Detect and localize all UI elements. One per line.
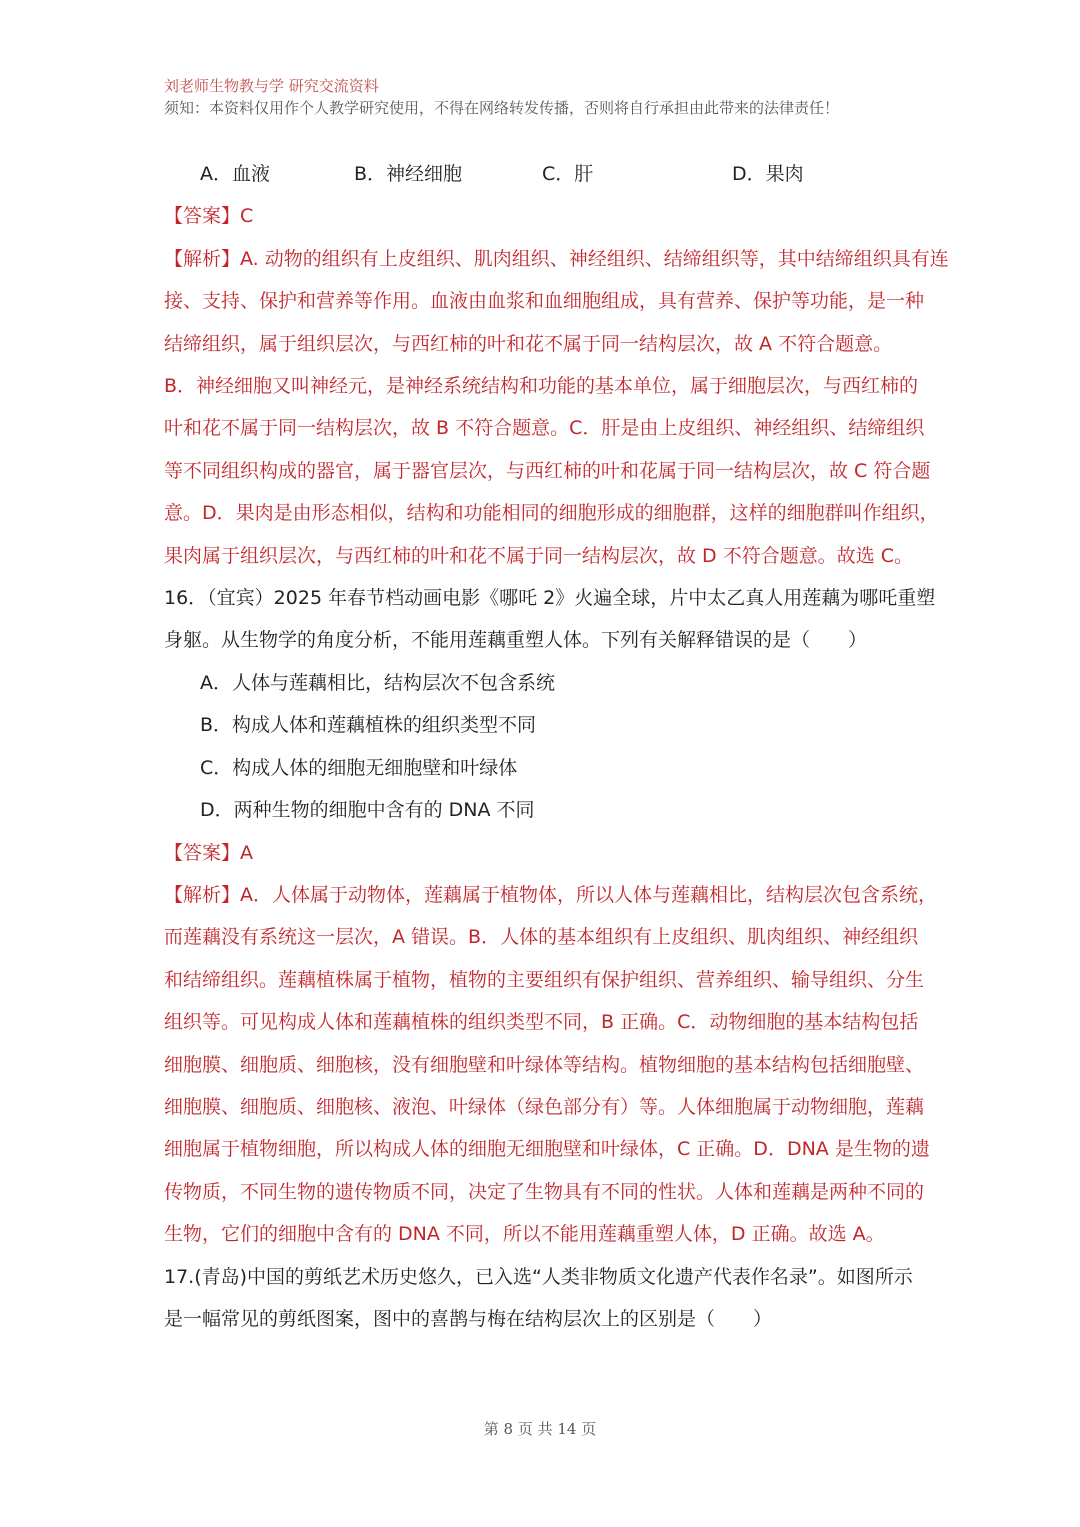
q16-option-d: D．两种生物的细胞中含有的 DNA 不同 [200,799,535,822]
q16-option-c: C．构成人体的细胞无细胞壁和叶绿体 [200,756,518,779]
q15-analysis-line: 接、支持、保护和营养等作用。血液由血浆和血细胞组成，具有营养、保护等功能，是一种 [164,290,925,313]
q16-stem-line: 身躯。从生物学的角度分析，不能用莲藕重塑人体。下列有关解释错误的是（ ） [164,629,868,652]
q15-analysis-line: 叶和花不属于同一结构层次，故 B 不符合题意。C．肝是由上皮组织、神经组织、结缔组织 [164,417,925,440]
q15-option-d: D．果肉 [732,163,804,185]
q16-option-b: B．构成人体和莲藕植株的组织类型不同 [200,714,537,737]
document-body [164,153,949,1340]
q15-analysis-line: B．神经细胞又叫神经元，是神经系统结构和功能的基本单位，属于细胞层次，与西红柿的 [164,375,919,398]
q15-analysis-line: 【解析】A. 动物的组织有上皮组织、肌肉组织、神经组织、结缔组织等，其中结缔组织具有连 [164,247,949,270]
header-title: 刘老师生物教与学 研究交流资料 [164,77,379,95]
q15-options [164,153,924,195]
q15-analysis-line: 等不同组织构成的器官，属于器官层次，与西红柿的叶和花属于同一结构层次，故 C 符合题 [164,459,931,482]
q16-analysis-line: 【解析】A．人体属于动物体，莲藕属于植物体，所以人体与莲藕相比，结构层次包含系统， [164,883,937,906]
q15-analysis-line: 意。D．果肉是由形态相似，结构和功能相同的细胞形成的细胞群，这样的细胞群叫作组织， [164,502,939,525]
q16-stem-line: 16．（宜宾）2025 年春节档动画电影《哪吒 2》火遍全球，片中太乙真人用莲藕为哪吒重塑 [164,587,936,610]
q16-analysis-line: 细胞膜、细胞质、细胞核，没有细胞壁和叶绿体等结构。植物细胞的基本结构包括细胞壁、 [164,1053,925,1076]
q15-analysis-line: 果肉属于组织层次，与西红柿的叶和花不属于同一结构层次，故 D 不符合题意。故选 C。 [164,544,914,567]
q16-analysis-line: 组织等。可见构成人体和莲藕植株的组织类型不同，B 正确。C．动物细胞的基本结构包括 [164,1011,919,1034]
q16-analysis-line: 而莲藕没有系统这一层次，A 错误。B．人体的基本组织有上皮组织、肌肉组织、神经组织 [164,926,919,949]
q15-answer: 【答案】C [164,205,254,228]
q17-stem-line: 是一幅常见的剪纸图案，图中的喜鹊与梅在结构层次上的区别是（ ） [164,1307,773,1330]
q16-option-a: A．人体与莲藕相比，结构层次不包含系统 [200,671,555,694]
q15-analysis-line: 结缔组织，属于组织层次，与西红柿的叶和花不属于同一结构层次，故 A 不符合题意。 [164,332,893,355]
header-notice: 须知：本资料仅用作个人教学研究使用，不得在网络转发传播，否则将自行承担由此带来的法律责任！ [164,99,840,117]
q15-option-c: C．肝 [542,163,594,185]
q17-stem-line: 17.(青岛)中国的剪纸艺术历史悠久，已入选“人类非物质文化遗产代表作名录”。如图所示 [164,1265,913,1288]
q16-analysis-line: 细胞属于植物细胞，所以构成人体的细胞无细胞壁和叶绿体，C 正确。D．DNA 是生物的遗 [164,1138,930,1161]
q15-option-a: A．血液 [200,163,270,185]
page-number: 第 8 页 共 14 页 [483,1420,597,1438]
q16-analysis-line: 传物质，不同生物的遗传物质不同，决定了生物具有不同的性状。人体和莲藕是两种不同的 [164,1180,925,1203]
q16-analysis-line: 生物，它们的细胞中含有的 DNA 不同，所以不能用莲藕重塑人体，D 正确。故选 A。 [164,1223,885,1246]
q16-answer: 【答案】A [164,841,253,864]
q16-analysis-line: 和结缔组织。莲藕植株属于植物，植物的主要组织有保护组织、营养组织、输导组织、分生 [164,968,925,991]
q16-analysis-line: 细胞膜、细胞质、细胞核、液泡、叶绿体（绿色部分有）等。人体细胞属于动物细胞，莲藕 [164,1095,925,1118]
q15-option-b: B．神经细胞 [354,163,463,185]
page-header [164,76,839,118]
